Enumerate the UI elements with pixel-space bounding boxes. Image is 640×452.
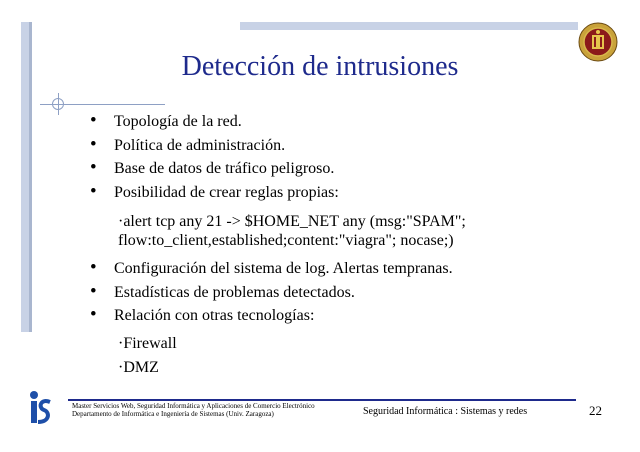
footer-course: Seguridad Informática : Sistemas y redes <box>363 406 528 417</box>
slide-title: Detección de intrusiones <box>181 51 459 82</box>
page-number: 22 <box>589 403 602 418</box>
bullet-list <box>90 110 610 204</box>
sub-item-dmz: ·DMZ <box>118 359 159 376</box>
footer-department-line: Departamento de Informática e Ingeniería de Sistemas (Univ. Zaragoza) <box>72 410 274 418</box>
list-item: • Política de administración. <box>90 134 610 158</box>
list-item: • Estadísticas de problemas detectados. <box>90 281 610 305</box>
department-logo-icon <box>28 390 52 426</box>
bullet-list-2 <box>90 257 610 328</box>
list-item: • Posibilidad de crear reglas propias: <box>90 181 610 205</box>
sub-item-firewall: ·Firewall <box>118 335 177 352</box>
list-item: • Configuración del sistema de log. Alertas tempranas. <box>90 257 610 281</box>
list-item: • Base de datos de tráfico peligroso. <box>90 157 610 181</box>
list-item: • Relación con otras tecnologías: <box>90 304 610 328</box>
decorative-ring <box>52 98 64 110</box>
list-item: • Topología de la red. <box>90 110 610 134</box>
footer-master-line: Master Servicios Web, Seguridad Informática y Aplicaciones de Comercio Electrónico <box>72 402 315 410</box>
rule-example-line1: ·alert tcp any 21 -> $HOME_NET any (msg:"SPAM"; <box>118 213 466 230</box>
top-accent-bar <box>240 22 578 30</box>
rule-example-line2: flow:to_client,established;content:"viagra"; nocase;) <box>118 232 454 249</box>
footer-rule <box>68 399 576 401</box>
university-seal-icon <box>578 22 618 62</box>
